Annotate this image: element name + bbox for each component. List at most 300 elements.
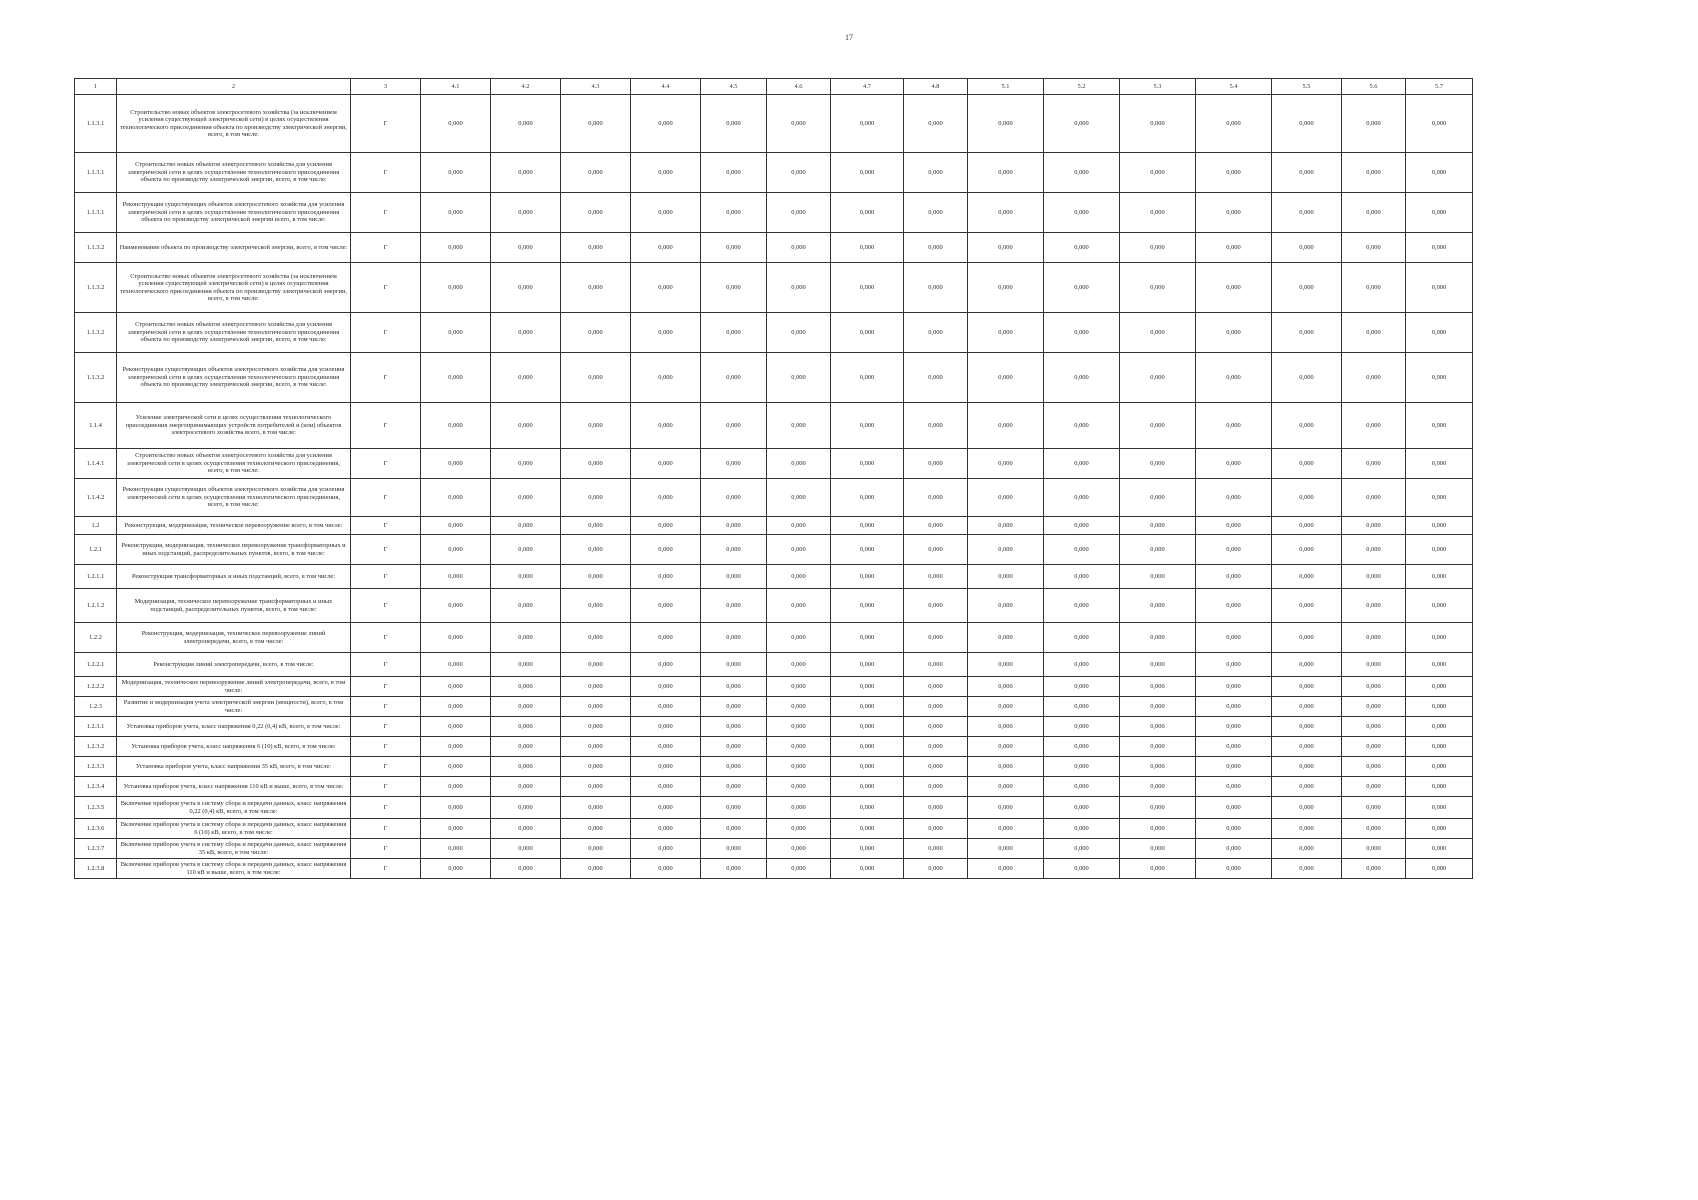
value-cell: 0,000 bbox=[767, 403, 831, 449]
value-cell: 0,000 bbox=[904, 717, 968, 737]
value-cell: 0,000 bbox=[904, 797, 968, 819]
table-row bbox=[75, 757, 1473, 777]
value-cell: 0,000 bbox=[631, 839, 701, 859]
value-cell: 0,000 bbox=[767, 313, 831, 353]
table-row bbox=[75, 313, 1473, 353]
table-row bbox=[75, 839, 1473, 859]
value-cell: 0,000 bbox=[561, 819, 631, 839]
value-cell: 0,000 bbox=[491, 677, 561, 697]
value-cell: 0,000 bbox=[561, 353, 631, 403]
value-cell: 0,000 bbox=[561, 677, 631, 697]
value-cell: 0,000 bbox=[904, 193, 968, 233]
column-header: 5.1 bbox=[968, 79, 1044, 95]
row-description-cell: Строительство новых объектов электросетевого хозяйства (за исключением усиления существующей электрической сети) в целях осуществления технологического присоединения объекта по производству электрической энергии, всего, в том числе: bbox=[117, 263, 351, 313]
value-cell: 0,000 bbox=[1272, 263, 1342, 313]
value-cell: 0,000 bbox=[1406, 717, 1473, 737]
row-description-cell: Строительство новых объектов электросетевого хозяйства (за исключением усиления существующей электрической сети) в целях осуществления технологического присоединения объекта по производству электрической энергии, всего, в том числе: bbox=[117, 95, 351, 153]
value-cell: 0,000 bbox=[968, 839, 1044, 859]
value-cell: 0,000 bbox=[1342, 517, 1406, 535]
table-row bbox=[75, 565, 1473, 589]
value-cell: 0,000 bbox=[968, 777, 1044, 797]
row-unit-cell: Г bbox=[351, 737, 421, 757]
row-code-cell: 1.2.3 bbox=[75, 697, 117, 717]
row-unit-cell: Г bbox=[351, 233, 421, 263]
value-cell: 0,000 bbox=[631, 697, 701, 717]
row-description-cell: Строительство новых объектов электросетевого хозяйства для усиления электрической сети в целях осуществления технологического присоединения объекта по производству электрической энергии, всего, в том числе: bbox=[117, 313, 351, 353]
value-cell: 0,000 bbox=[1406, 449, 1473, 479]
value-cell: 0,000 bbox=[1196, 859, 1272, 879]
value-cell: 0,000 bbox=[767, 777, 831, 797]
value-cell: 0,000 bbox=[631, 757, 701, 777]
value-cell: 0,000 bbox=[1196, 677, 1272, 697]
value-cell: 0,000 bbox=[701, 517, 767, 535]
value-cell: 0,000 bbox=[491, 403, 561, 449]
row-description-cell: Строительство новых объектов электросетевого хозяйства для усиления электрической сети в целях осуществления технологического присоединения, всего, в том числе: bbox=[117, 449, 351, 479]
row-unit-cell: Г bbox=[351, 153, 421, 193]
value-cell: 0,000 bbox=[904, 95, 968, 153]
row-code-cell: 1.2.3.3 bbox=[75, 757, 117, 777]
value-cell: 0,000 bbox=[701, 449, 767, 479]
value-cell: 0,000 bbox=[831, 589, 904, 623]
value-cell: 0,000 bbox=[1044, 653, 1120, 677]
row-unit-cell: Г bbox=[351, 449, 421, 479]
value-cell: 0,000 bbox=[904, 403, 968, 449]
value-cell: 0,000 bbox=[904, 153, 968, 193]
value-cell: 0,000 bbox=[1272, 797, 1342, 819]
value-cell: 0,000 bbox=[968, 517, 1044, 535]
value-cell: 0,000 bbox=[1120, 677, 1196, 697]
value-cell: 0,000 bbox=[491, 95, 561, 153]
value-cell: 0,000 bbox=[767, 757, 831, 777]
row-unit-cell: Г bbox=[351, 797, 421, 819]
value-cell: 0,000 bbox=[421, 95, 491, 153]
value-cell: 0,000 bbox=[968, 623, 1044, 653]
row-description-cell: Реконструкция существующих объектов электросетевого хозяйства для усиления электрической сети в целях осуществления технологического присоединения, всего, в том числе: bbox=[117, 479, 351, 517]
value-cell: 0,000 bbox=[904, 263, 968, 313]
value-cell: 0,000 bbox=[631, 95, 701, 153]
row-code-cell: 1.2.3.4 bbox=[75, 777, 117, 797]
value-cell: 0,000 bbox=[1120, 313, 1196, 353]
row-code-cell: 1.2 bbox=[75, 517, 117, 535]
row-description-cell: Включение приборов учета в систему сбора и передачи данных, класс напряжения 35 кВ, всего, в том числе: bbox=[117, 839, 351, 859]
value-cell: 0,000 bbox=[491, 717, 561, 737]
row-unit-cell: Г bbox=[351, 193, 421, 233]
value-cell: 0,000 bbox=[1044, 263, 1120, 313]
value-cell: 0,000 bbox=[968, 859, 1044, 879]
value-cell: 0,000 bbox=[631, 313, 701, 353]
table-row bbox=[75, 449, 1473, 479]
value-cell: 0,000 bbox=[1342, 697, 1406, 717]
value-cell: 0,000 bbox=[767, 479, 831, 517]
value-cell: 0,000 bbox=[491, 263, 561, 313]
row-code-cell: 1.1.4.2 bbox=[75, 479, 117, 517]
value-cell: 0,000 bbox=[701, 839, 767, 859]
value-cell: 0,000 bbox=[904, 589, 968, 623]
value-cell: 0,000 bbox=[1342, 153, 1406, 193]
value-cell: 0,000 bbox=[421, 233, 491, 263]
value-cell: 0,000 bbox=[561, 153, 631, 193]
value-cell: 0,000 bbox=[1196, 479, 1272, 517]
row-unit-cell: Г bbox=[351, 263, 421, 313]
value-cell: 0,000 bbox=[1196, 623, 1272, 653]
value-cell: 0,000 bbox=[1044, 859, 1120, 879]
value-cell: 0,000 bbox=[1406, 233, 1473, 263]
value-cell: 0,000 bbox=[491, 449, 561, 479]
value-cell: 0,000 bbox=[1272, 839, 1342, 859]
value-cell: 0,000 bbox=[1342, 653, 1406, 677]
value-cell: 0,000 bbox=[1406, 535, 1473, 565]
row-unit-cell: Г bbox=[351, 717, 421, 737]
value-cell: 0,000 bbox=[561, 233, 631, 263]
value-cell: 0,000 bbox=[1272, 233, 1342, 263]
value-cell: 0,000 bbox=[1342, 859, 1406, 879]
value-cell: 0,000 bbox=[421, 697, 491, 717]
value-cell: 0,000 bbox=[904, 859, 968, 879]
value-cell: 0,000 bbox=[1342, 737, 1406, 757]
value-cell: 0,000 bbox=[1044, 839, 1120, 859]
value-cell: 0,000 bbox=[904, 839, 968, 859]
value-cell: 0,000 bbox=[491, 479, 561, 517]
row-description-cell: Установка приборов учета, класс напряжения 110 кВ и выше, всего, в том числе: bbox=[117, 777, 351, 797]
value-cell: 0,000 bbox=[968, 479, 1044, 517]
value-cell: 0,000 bbox=[1272, 95, 1342, 153]
value-cell: 0,000 bbox=[631, 517, 701, 535]
value-cell: 0,000 bbox=[1406, 403, 1473, 449]
value-cell: 0,000 bbox=[1196, 777, 1272, 797]
value-cell: 0,000 bbox=[1044, 757, 1120, 777]
value-cell: 0,000 bbox=[491, 623, 561, 653]
value-cell: 0,000 bbox=[631, 623, 701, 653]
row-unit-cell: Г bbox=[351, 353, 421, 403]
column-header: 4.6 bbox=[767, 79, 831, 95]
value-cell: 0,000 bbox=[1120, 819, 1196, 839]
value-cell: 0,000 bbox=[1342, 449, 1406, 479]
value-cell: 0,000 bbox=[831, 565, 904, 589]
column-header: 5.3 bbox=[1120, 79, 1196, 95]
value-cell: 0,000 bbox=[1272, 677, 1342, 697]
value-cell: 0,000 bbox=[1406, 737, 1473, 757]
value-cell: 0,000 bbox=[1120, 565, 1196, 589]
value-cell: 0,000 bbox=[701, 589, 767, 623]
value-cell: 0,000 bbox=[631, 479, 701, 517]
table-row bbox=[75, 153, 1473, 193]
value-cell: 0,000 bbox=[831, 263, 904, 313]
value-cell: 0,000 bbox=[1406, 353, 1473, 403]
value-cell: 0,000 bbox=[831, 697, 904, 717]
table-row bbox=[75, 777, 1473, 797]
value-cell: 0,000 bbox=[1044, 565, 1120, 589]
value-cell: 0,000 bbox=[421, 313, 491, 353]
value-cell: 0,000 bbox=[1272, 193, 1342, 233]
row-code-cell: 1.2.2.1 bbox=[75, 653, 117, 677]
value-cell: 0,000 bbox=[701, 737, 767, 757]
value-cell: 0,000 bbox=[1406, 313, 1473, 353]
row-code-cell: 1.2.3.6 bbox=[75, 819, 117, 839]
row-unit-cell: Г bbox=[351, 757, 421, 777]
row-code-cell: 1.1.3.2 bbox=[75, 233, 117, 263]
value-cell: 0,000 bbox=[701, 653, 767, 677]
row-description-cell: Реконструкция трансформаторных и иных подстанций, всего, в том числе: bbox=[117, 565, 351, 589]
row-description-cell: Реконструкция существующих объектов электросетевого хозяйства для усиления электрической сети в целях осуществления технологического присоединения объекта по производству электрической энергии всего, в том числе: bbox=[117, 193, 351, 233]
row-code-cell: 1.2.2.2 bbox=[75, 677, 117, 697]
value-cell: 0,000 bbox=[904, 517, 968, 535]
value-cell: 0,000 bbox=[831, 623, 904, 653]
table-row bbox=[75, 677, 1473, 697]
value-cell: 0,000 bbox=[767, 839, 831, 859]
value-cell: 0,000 bbox=[1406, 653, 1473, 677]
value-cell: 0,000 bbox=[631, 263, 701, 313]
value-cell: 0,000 bbox=[1196, 263, 1272, 313]
value-cell: 0,000 bbox=[1272, 479, 1342, 517]
value-cell: 0,000 bbox=[1044, 193, 1120, 233]
value-cell: 0,000 bbox=[831, 677, 904, 697]
value-cell: 0,000 bbox=[1196, 193, 1272, 233]
value-cell: 0,000 bbox=[968, 819, 1044, 839]
value-cell: 0,000 bbox=[1342, 479, 1406, 517]
value-cell: 0,000 bbox=[1342, 757, 1406, 777]
row-code-cell: 1.1.3.2 bbox=[75, 353, 117, 403]
column-header: 4.8 bbox=[904, 79, 968, 95]
row-code-cell: 1.1.3.1 bbox=[75, 193, 117, 233]
value-cell: 0,000 bbox=[831, 153, 904, 193]
row-unit-cell: Г bbox=[351, 623, 421, 653]
table-row bbox=[75, 535, 1473, 565]
row-unit-cell: Г bbox=[351, 653, 421, 677]
value-cell: 0,000 bbox=[968, 153, 1044, 193]
value-cell: 0,000 bbox=[701, 819, 767, 839]
value-cell: 0,000 bbox=[631, 565, 701, 589]
value-cell: 0,000 bbox=[421, 403, 491, 449]
row-code-cell: 1.1.3.2 bbox=[75, 313, 117, 353]
value-cell: 0,000 bbox=[767, 233, 831, 263]
value-cell: 0,000 bbox=[1044, 589, 1120, 623]
value-cell: 0,000 bbox=[904, 535, 968, 565]
value-cell: 0,000 bbox=[1196, 353, 1272, 403]
row-description-cell: Реконструкция, модернизация, техническое перевооружение всего, в том числе: bbox=[117, 517, 351, 535]
value-cell: 0,000 bbox=[1272, 819, 1342, 839]
table-row bbox=[75, 697, 1473, 717]
column-header: 1 bbox=[75, 79, 117, 95]
value-cell: 0,000 bbox=[831, 717, 904, 737]
value-cell: 0,000 bbox=[561, 653, 631, 677]
value-cell: 0,000 bbox=[491, 737, 561, 757]
value-cell: 0,000 bbox=[1120, 153, 1196, 193]
column-header: 5.5 bbox=[1272, 79, 1342, 95]
value-cell: 0,000 bbox=[1272, 535, 1342, 565]
value-cell: 0,000 bbox=[904, 479, 968, 517]
value-cell: 0,000 bbox=[561, 193, 631, 233]
value-cell: 0,000 bbox=[767, 517, 831, 535]
value-cell: 0,000 bbox=[1196, 565, 1272, 589]
value-cell: 0,000 bbox=[904, 233, 968, 263]
value-cell: 0,000 bbox=[631, 153, 701, 193]
value-cell: 0,000 bbox=[1044, 677, 1120, 697]
value-cell: 0,000 bbox=[1406, 797, 1473, 819]
value-cell: 0,000 bbox=[631, 589, 701, 623]
value-cell: 0,000 bbox=[421, 623, 491, 653]
value-cell: 0,000 bbox=[831, 449, 904, 479]
row-code-cell: 1.1.3.2 bbox=[75, 263, 117, 313]
value-cell: 0,000 bbox=[1120, 403, 1196, 449]
value-cell: 0,000 bbox=[421, 777, 491, 797]
value-cell: 0,000 bbox=[491, 819, 561, 839]
value-cell: 0,000 bbox=[1342, 263, 1406, 313]
value-cell: 0,000 bbox=[968, 589, 1044, 623]
value-cell: 0,000 bbox=[1196, 737, 1272, 757]
value-cell: 0,000 bbox=[701, 535, 767, 565]
row-description-cell: Реконструкция существующих объектов электросетевого хозяйства для усиления электрической сети в целях осуществления технологического присоединения объекта по производству электрической энергии, всего, в том числе: bbox=[117, 353, 351, 403]
value-cell: 0,000 bbox=[767, 677, 831, 697]
value-cell: 0,000 bbox=[421, 449, 491, 479]
value-cell: 0,000 bbox=[1342, 95, 1406, 153]
value-cell: 0,000 bbox=[1272, 517, 1342, 535]
value-cell: 0,000 bbox=[1044, 353, 1120, 403]
value-cell: 0,000 bbox=[1272, 697, 1342, 717]
row-description-cell: Установка приборов учета, класс напряжения 35 кВ, всего, в том числе: bbox=[117, 757, 351, 777]
value-cell: 0,000 bbox=[1196, 697, 1272, 717]
value-cell: 0,000 bbox=[831, 193, 904, 233]
value-cell: 0,000 bbox=[631, 777, 701, 797]
value-cell: 0,000 bbox=[1120, 653, 1196, 677]
value-cell: 0,000 bbox=[1196, 819, 1272, 839]
value-cell: 0,000 bbox=[831, 353, 904, 403]
value-cell: 0,000 bbox=[561, 589, 631, 623]
value-cell: 0,000 bbox=[1406, 589, 1473, 623]
value-cell: 0,000 bbox=[1406, 517, 1473, 535]
value-cell: 0,000 bbox=[701, 353, 767, 403]
value-cell: 0,000 bbox=[1120, 479, 1196, 517]
value-cell: 0,000 bbox=[421, 819, 491, 839]
value-cell: 0,000 bbox=[968, 677, 1044, 697]
row-code-cell: 1.2.3.1 bbox=[75, 717, 117, 737]
table-row bbox=[75, 717, 1473, 737]
value-cell: 0,000 bbox=[1044, 697, 1120, 717]
table-row bbox=[75, 737, 1473, 757]
value-cell: 0,000 bbox=[767, 737, 831, 757]
value-cell: 0,000 bbox=[767, 717, 831, 737]
value-cell: 0,000 bbox=[1044, 819, 1120, 839]
row-unit-cell: Г bbox=[351, 403, 421, 449]
row-code-cell: 1.1.4.1 bbox=[75, 449, 117, 479]
value-cell: 0,000 bbox=[421, 589, 491, 623]
value-cell: 0,000 bbox=[631, 353, 701, 403]
value-cell: 0,000 bbox=[701, 95, 767, 153]
value-cell: 0,000 bbox=[491, 153, 561, 193]
value-cell: 0,000 bbox=[421, 565, 491, 589]
value-cell: 0,000 bbox=[1272, 403, 1342, 449]
value-cell: 0,000 bbox=[1406, 623, 1473, 653]
value-cell: 0,000 bbox=[1406, 565, 1473, 589]
column-header: 3 bbox=[351, 79, 421, 95]
value-cell: 0,000 bbox=[701, 777, 767, 797]
row-unit-cell: Г bbox=[351, 589, 421, 623]
value-cell: 0,000 bbox=[1342, 193, 1406, 233]
value-cell: 0,000 bbox=[904, 697, 968, 717]
row-description-cell: Усиление электрической сети в целях осуществления технологического присоединения энергопринимающих устройств потребителей и (или) объектов электросетевого хозяйства всего, в том числе: bbox=[117, 403, 351, 449]
value-cell: 0,000 bbox=[831, 839, 904, 859]
value-cell: 0,000 bbox=[831, 859, 904, 879]
value-cell: 0,000 bbox=[1044, 777, 1120, 797]
row-code-cell: 1.2.3.5 bbox=[75, 797, 117, 819]
value-cell: 0,000 bbox=[1272, 777, 1342, 797]
table-row bbox=[75, 797, 1473, 819]
value-cell: 0,000 bbox=[1406, 859, 1473, 879]
value-cell: 0,000 bbox=[421, 535, 491, 565]
value-cell: 0,000 bbox=[1342, 353, 1406, 403]
value-cell: 0,000 bbox=[1044, 95, 1120, 153]
row-description-cell: Включение приборов учета в систему сбора и передачи данных, класс напряжения 6 (10) кВ, всего, в том числе: bbox=[117, 819, 351, 839]
value-cell: 0,000 bbox=[701, 263, 767, 313]
value-cell: 0,000 bbox=[1196, 589, 1272, 623]
value-cell: 0,000 bbox=[767, 797, 831, 819]
value-cell: 0,000 bbox=[1272, 623, 1342, 653]
column-header: 4.4 bbox=[631, 79, 701, 95]
value-cell: 0,000 bbox=[904, 777, 968, 797]
row-unit-cell: Г bbox=[351, 565, 421, 589]
value-cell: 0,000 bbox=[767, 653, 831, 677]
value-cell: 0,000 bbox=[904, 623, 968, 653]
value-cell: 0,000 bbox=[1120, 193, 1196, 233]
table-row bbox=[75, 859, 1473, 879]
value-cell: 0,000 bbox=[1196, 95, 1272, 153]
value-cell: 0,000 bbox=[1196, 403, 1272, 449]
value-cell: 0,000 bbox=[1272, 737, 1342, 757]
value-cell: 0,000 bbox=[1044, 313, 1120, 353]
value-cell: 0,000 bbox=[561, 797, 631, 819]
value-cell: 0,000 bbox=[561, 403, 631, 449]
column-header: 4.2 bbox=[491, 79, 561, 95]
value-cell: 0,000 bbox=[1044, 517, 1120, 535]
value-cell: 0,000 bbox=[1406, 95, 1473, 153]
value-cell: 0,000 bbox=[1120, 797, 1196, 819]
value-cell: 0,000 bbox=[1044, 623, 1120, 653]
value-cell: 0,000 bbox=[491, 859, 561, 879]
value-cell: 0,000 bbox=[631, 653, 701, 677]
value-cell: 0,000 bbox=[491, 353, 561, 403]
value-cell: 0,000 bbox=[767, 353, 831, 403]
table-row bbox=[75, 403, 1473, 449]
value-cell: 0,000 bbox=[831, 653, 904, 677]
value-cell: 0,000 bbox=[831, 819, 904, 839]
value-cell: 0,000 bbox=[1120, 697, 1196, 717]
value-cell: 0,000 bbox=[1196, 517, 1272, 535]
value-cell: 0,000 bbox=[767, 193, 831, 233]
value-cell: 0,000 bbox=[767, 565, 831, 589]
value-cell: 0,000 bbox=[1120, 353, 1196, 403]
value-cell: 0,000 bbox=[1044, 449, 1120, 479]
value-cell: 0,000 bbox=[968, 565, 1044, 589]
table-row bbox=[75, 479, 1473, 517]
row-description-cell: Реконструкция, модернизация, техническое перевооружение линий электропередачи, всего, в том числе: bbox=[117, 623, 351, 653]
value-cell: 0,000 bbox=[491, 233, 561, 263]
column-header: 4.7 bbox=[831, 79, 904, 95]
row-description-cell: Реконструкция линий электропередачи, всего, в том числе: bbox=[117, 653, 351, 677]
value-cell: 0,000 bbox=[631, 859, 701, 879]
row-unit-cell: Г bbox=[351, 819, 421, 839]
value-cell: 0,000 bbox=[904, 313, 968, 353]
table-row bbox=[75, 95, 1473, 153]
value-cell: 0,000 bbox=[831, 233, 904, 263]
value-cell: 0,000 bbox=[1342, 535, 1406, 565]
row-unit-cell: Г bbox=[351, 677, 421, 697]
value-cell: 0,000 bbox=[1120, 623, 1196, 653]
value-cell: 0,000 bbox=[968, 263, 1044, 313]
value-cell: 0,000 bbox=[561, 623, 631, 653]
value-cell: 0,000 bbox=[491, 653, 561, 677]
value-cell: 0,000 bbox=[1272, 757, 1342, 777]
table-row bbox=[75, 517, 1473, 535]
value-cell: 0,000 bbox=[1196, 535, 1272, 565]
